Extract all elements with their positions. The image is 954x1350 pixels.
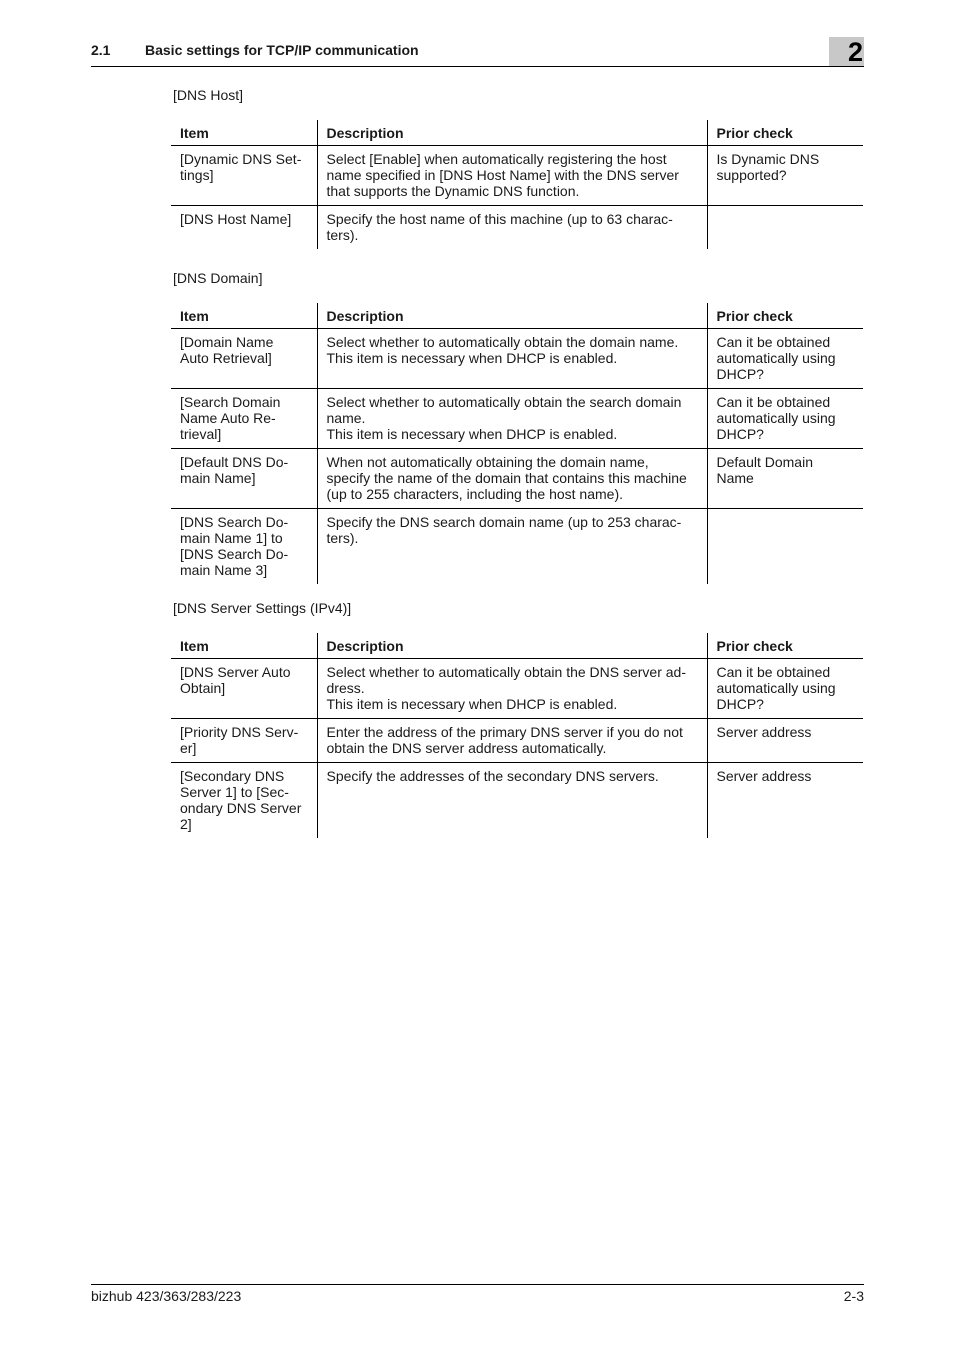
cell-item: [Default DNS Do- main Name] <box>171 449 317 509</box>
cell-prior-check: Default Domain Name <box>707 449 863 509</box>
section-title: Basic settings for TCP/IP communication <box>145 42 419 58</box>
column-header-item: Item <box>171 633 317 659</box>
cell-description: Select whether to automatically obtain the domain name. This item is necessary when DHCP is enabled. <box>317 329 707 389</box>
table-row <box>171 389 863 449</box>
table-row <box>171 763 863 839</box>
table-label-dns-domain: [DNS Domain] <box>173 270 263 286</box>
cell-description: Specify the DNS search domain name (up to 253 charac- ters). <box>317 509 707 585</box>
cell-prior-check: Server address <box>707 719 863 763</box>
cell-prior-check: Can it be obtained automatically using DHCP? <box>707 659 863 719</box>
table-header-row <box>171 633 863 659</box>
running-footer <box>91 1284 864 1304</box>
dns-server-settings-table <box>171 633 863 838</box>
section-number: 2.1 <box>91 42 111 58</box>
dns-domain-table <box>171 303 863 584</box>
table-row <box>171 329 863 389</box>
running-header <box>91 40 864 67</box>
table-row <box>171 719 863 763</box>
column-header-item: Item <box>171 120 317 146</box>
cell-item: [Domain Name Auto Retrieval] <box>171 329 317 389</box>
cell-prior-check <box>707 206 863 250</box>
cell-prior-check: Can it be obtained automatically using DHCP? <box>707 329 863 389</box>
table-header-row <box>171 120 863 146</box>
page-number: 2-3 <box>843 1288 864 1304</box>
cell-description: When not automatically obtaining the domain name, specify the name of the domain that contains this machine (up to 255 characters, including the host name). <box>317 449 707 509</box>
cell-prior-check: Server address <box>707 763 863 839</box>
column-header-description: Description <box>317 120 707 146</box>
table-row <box>171 206 863 250</box>
chapter-number: 2 <box>847 37 863 67</box>
cell-item: [DNS Search Do- main Name 1] to [DNS Search Do- main Name 3] <box>180 514 289 578</box>
column-header-item: Item <box>171 303 317 329</box>
cell-description: Specify the host name of this machine (up to 63 charac- ters). <box>317 206 707 250</box>
table-row <box>171 509 863 585</box>
cell-prior-check: Is Dynamic DNS supported? <box>707 146 863 206</box>
cell-description: Enter the address of the primary DNS server if you do not obtain the DNS server address automatically. <box>317 719 707 763</box>
table-label-dns-host: [DNS Host] <box>173 87 244 103</box>
cell-item: [Search Domain Name Auto Re- trieval] <box>171 389 317 449</box>
cell-description: Select whether to automatically obtain the search domain name. This item is necessary when DHCP is enabled. <box>317 389 707 449</box>
cell-description: Select [Enable] when automatically registering the host name specified in [DNS Host Name] with the DNS server that supports the Dynamic DNS function. <box>317 146 707 206</box>
cell-item: [Secondary DNS Server 1] to [Sec- ondary DNS Server 2] <box>180 768 302 832</box>
cell-item: [DNS Server Auto Obtain] <box>171 659 317 719</box>
column-header-prior-check: Prior check <box>707 303 863 329</box>
table-header-row <box>171 303 863 329</box>
table-row <box>171 449 863 509</box>
column-header-description: Description <box>317 303 707 329</box>
table-label-dns-server-settings: [DNS Server Settings (IPv4)] <box>173 600 352 616</box>
cell-item: [Dynamic DNS Set- tings] <box>171 146 317 206</box>
cell-item: [DNS Host Name] <box>180 211 292 227</box>
column-header-prior-check: Prior check <box>707 633 863 659</box>
cell-item: [Priority DNS Serv- er] <box>171 719 317 763</box>
column-header-description: Description <box>317 633 707 659</box>
cell-description: Select whether to automatically obtain the DNS server ad- dress. This item is necessary when DHCP is enabled. <box>317 659 707 719</box>
cell-prior-check: Can it be obtained automatically using DHCP? <box>707 389 863 449</box>
cell-description: Specify the addresses of the secondary DNS servers. <box>317 763 707 839</box>
chapter-tab <box>829 37 864 66</box>
model-name: bizhub 423/363/283/223 <box>91 1288 242 1304</box>
table-row <box>171 146 863 206</box>
table-row <box>171 659 863 719</box>
dns-host-table <box>171 120 863 249</box>
column-header-prior-check: Prior check <box>707 120 863 146</box>
cell-prior-check <box>707 509 863 585</box>
